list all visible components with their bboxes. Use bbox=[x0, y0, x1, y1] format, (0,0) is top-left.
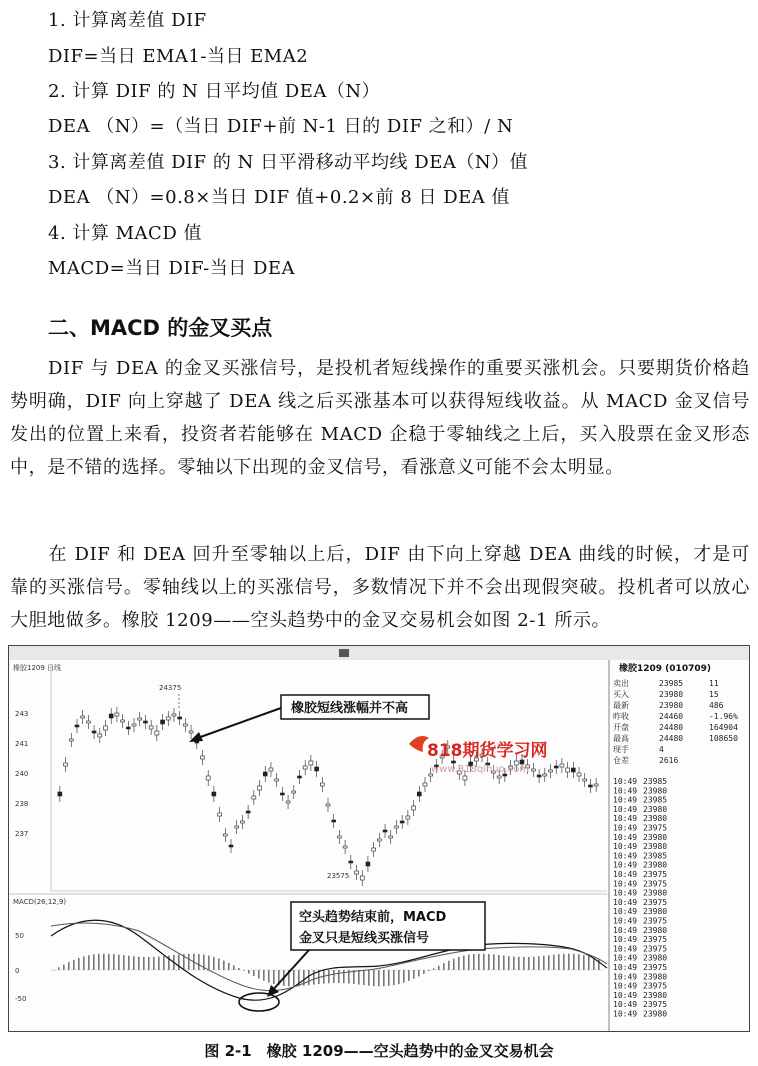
candle-body bbox=[372, 848, 376, 851]
tick-time: 10:49 bbox=[613, 879, 638, 889]
macd-bar bbox=[358, 970, 360, 985]
macd-bar bbox=[128, 956, 130, 970]
formula-line-5: 3. 计算离差值 DIF 的 N 日平滑移动平均线 DEA（N）值 bbox=[48, 152, 529, 173]
macd-bar bbox=[538, 956, 540, 970]
candle-body bbox=[577, 773, 581, 776]
tick-price: 23985 bbox=[643, 795, 668, 805]
macd-bar bbox=[328, 970, 330, 983]
candle-body bbox=[263, 772, 267, 776]
macd-bar bbox=[268, 970, 270, 983]
macd-bar bbox=[53, 970, 55, 971]
macd-bar bbox=[68, 962, 70, 970]
macd-bar bbox=[243, 970, 245, 971]
candle-body bbox=[58, 792, 62, 796]
tick-price: 23975 bbox=[643, 879, 668, 889]
candle-body bbox=[240, 821, 244, 823]
figure-chart bbox=[8, 645, 750, 1032]
macd-bar bbox=[118, 955, 120, 970]
candle-body bbox=[92, 731, 96, 733]
candle-body bbox=[235, 826, 239, 828]
candle-body bbox=[337, 836, 341, 838]
panel-title: 橡胶1209 (010709) bbox=[619, 664, 711, 674]
macd-bar bbox=[73, 960, 75, 970]
macd-bar bbox=[208, 955, 210, 970]
candle-body bbox=[286, 801, 290, 803]
macd-bar bbox=[198, 954, 200, 970]
macd-bar bbox=[338, 970, 340, 983]
macd-bar bbox=[158, 957, 160, 970]
candle-body bbox=[349, 861, 353, 863]
tick-time: 10:49 bbox=[613, 916, 638, 926]
quote-cell: 23980 bbox=[659, 690, 684, 699]
macd-bar bbox=[403, 970, 405, 983]
tick-time: 10:49 bbox=[613, 851, 638, 861]
macd-bar bbox=[573, 954, 575, 970]
macd-bar bbox=[488, 954, 490, 970]
macd-bar bbox=[503, 956, 505, 970]
candle-body bbox=[183, 724, 187, 726]
candle-body bbox=[383, 830, 387, 832]
candle-body bbox=[366, 862, 370, 866]
candle-body bbox=[132, 724, 136, 726]
candle-body bbox=[554, 766, 558, 768]
y-tick: 243 bbox=[15, 710, 29, 718]
macd-bar bbox=[493, 954, 495, 970]
callout-top-text: 橡胶短线涨幅并不高 bbox=[291, 701, 409, 716]
candle-body bbox=[269, 768, 273, 771]
candle-body bbox=[389, 836, 393, 838]
macd-bar bbox=[468, 955, 470, 970]
watermark-url: www.818qihuo.com bbox=[431, 764, 530, 775]
macd-bar bbox=[368, 970, 370, 986]
tick-price: 23980 bbox=[643, 953, 668, 963]
macd-bar bbox=[528, 957, 530, 970]
candle-body bbox=[223, 834, 227, 836]
tick-price: 23975 bbox=[643, 944, 668, 954]
tick-price: 23980 bbox=[643, 786, 668, 796]
figure-svg bbox=[9, 646, 749, 1031]
macd-bar bbox=[83, 956, 85, 970]
quote-rows bbox=[613, 678, 738, 765]
macd-bar bbox=[258, 970, 260, 979]
tick-time: 10:49 bbox=[613, 832, 638, 842]
quote-cell: 仓差 bbox=[613, 756, 629, 765]
macd-bar bbox=[383, 970, 385, 986]
macd-bar bbox=[88, 955, 90, 970]
candle-body bbox=[452, 761, 456, 763]
quote-cell: 24480 bbox=[659, 734, 684, 743]
quote-cell: 24460 bbox=[659, 712, 684, 721]
candle-body bbox=[309, 761, 313, 765]
candle-body bbox=[343, 846, 347, 848]
tick-time: 10:49 bbox=[613, 925, 638, 935]
candle-body bbox=[531, 769, 535, 771]
macd-bar bbox=[343, 970, 345, 983]
quote-cell: 买入 bbox=[613, 690, 629, 699]
quote-cell: 23985 bbox=[659, 679, 684, 688]
quote-cell: 最新 bbox=[613, 701, 629, 710]
macd-bar bbox=[458, 957, 460, 970]
quote-cell: 108650 bbox=[709, 734, 738, 743]
candle-body bbox=[320, 783, 324, 786]
quote-cell: 4 bbox=[659, 745, 664, 754]
candle-body bbox=[297, 776, 301, 778]
macd-bar bbox=[333, 970, 335, 983]
tick-price: 23980 bbox=[643, 925, 668, 935]
figure-caption: 图 2-1 橡胶 1209——空头趋势中的金叉交易机会 bbox=[204, 1042, 554, 1060]
macd-bar bbox=[508, 956, 510, 970]
macd-bar bbox=[263, 970, 265, 981]
tick-list bbox=[613, 777, 667, 1019]
macd-bar bbox=[353, 970, 355, 984]
macd-bar bbox=[108, 954, 110, 970]
macd-bar bbox=[178, 954, 180, 970]
candle-body bbox=[178, 717, 182, 719]
candle-body bbox=[149, 726, 153, 729]
candle-body bbox=[543, 774, 547, 776]
candle-body bbox=[138, 718, 142, 720]
tick-time: 10:49 bbox=[613, 814, 638, 824]
macd-bar bbox=[238, 968, 240, 970]
callout-bottom-line2: 金叉只是短线买涨信号 bbox=[299, 931, 430, 946]
y-tick: 237 bbox=[15, 830, 29, 838]
candle-body bbox=[292, 791, 296, 793]
macd-bar bbox=[253, 970, 255, 976]
macd-bar bbox=[58, 967, 60, 970]
tick-price: 23980 bbox=[643, 860, 668, 870]
tick-time: 10:49 bbox=[613, 963, 638, 972]
candle-body bbox=[126, 727, 130, 729]
macd-histogram bbox=[53, 954, 600, 987]
macd-bar bbox=[473, 954, 475, 970]
tick-price: 23980 bbox=[643, 842, 668, 852]
tick-time: 10:49 bbox=[613, 823, 638, 833]
candles-group bbox=[58, 707, 598, 886]
candle-body bbox=[143, 721, 147, 723]
quote-cell: 24480 bbox=[659, 723, 684, 732]
low-label: 23575 bbox=[327, 872, 350, 880]
candle-body bbox=[377, 839, 381, 841]
candle-body bbox=[394, 826, 398, 828]
candle-body bbox=[537, 775, 541, 777]
macd-bar bbox=[103, 954, 105, 970]
tick-price: 23980 bbox=[643, 804, 668, 814]
candle-body bbox=[98, 734, 102, 737]
tick-time: 10:49 bbox=[613, 990, 638, 1000]
macd-bar bbox=[123, 955, 125, 970]
quote-cell: 486 bbox=[709, 701, 724, 710]
macd-bar bbox=[453, 959, 455, 970]
macd-bar bbox=[163, 956, 165, 970]
candle-body bbox=[571, 768, 575, 772]
tick-price: 23980 bbox=[643, 814, 668, 824]
quote-cell: 昨收 bbox=[613, 712, 629, 721]
candle-body bbox=[566, 768, 570, 772]
quote-panel bbox=[609, 660, 738, 1031]
macd-tick: -50 bbox=[15, 995, 27, 1003]
candle-body bbox=[252, 796, 256, 799]
tick-price: 23975 bbox=[643, 916, 668, 926]
macd-bar bbox=[568, 954, 570, 970]
macd-bar bbox=[478, 954, 480, 970]
tick-time: 10:49 bbox=[613, 1009, 638, 1019]
macd-bar bbox=[393, 970, 395, 985]
tick-price: 23980 bbox=[643, 888, 668, 898]
macd-bar bbox=[98, 954, 100, 970]
macd-bar bbox=[543, 956, 545, 970]
candle-body bbox=[246, 811, 250, 813]
macd-bar bbox=[583, 955, 585, 970]
tick-price: 23985 bbox=[643, 851, 668, 861]
macd-bar bbox=[378, 970, 380, 986]
quote-cell: 23980 bbox=[659, 701, 684, 710]
candle-body bbox=[583, 779, 587, 781]
tick-time: 10:49 bbox=[613, 795, 638, 805]
watermark-brand: 818期货学习网 bbox=[427, 741, 548, 761]
candle-body bbox=[275, 779, 279, 781]
macd-bar bbox=[553, 955, 555, 970]
macd-bar bbox=[433, 968, 435, 970]
formula-line-7: 4. 计算 MACD 值 bbox=[48, 223, 202, 244]
candle-body bbox=[206, 776, 210, 780]
candle-body bbox=[417, 792, 421, 796]
tick-price: 23975 bbox=[643, 823, 668, 833]
macd-bar bbox=[518, 957, 520, 970]
macd-bar bbox=[463, 956, 465, 970]
macd-bar bbox=[113, 954, 115, 970]
tick-price: 23980 bbox=[643, 990, 668, 1000]
macd-bar bbox=[248, 970, 250, 974]
macd-tick: 0 bbox=[15, 967, 20, 975]
candle-body bbox=[423, 783, 427, 786]
macd-bar bbox=[498, 955, 500, 970]
candle-body bbox=[332, 820, 336, 822]
candle-body bbox=[463, 776, 467, 780]
macd-bar bbox=[363, 970, 365, 985]
candle-body bbox=[81, 716, 85, 718]
candle-body bbox=[166, 717, 170, 720]
tick-price: 23975 bbox=[643, 870, 668, 879]
candle-body bbox=[549, 770, 553, 772]
tick-time: 10:49 bbox=[613, 860, 638, 870]
macd-bar bbox=[373, 970, 375, 986]
tick-time: 10:49 bbox=[613, 1000, 638, 1010]
macd-bar bbox=[398, 970, 400, 984]
tick-time: 10:49 bbox=[613, 804, 638, 814]
macd-bar bbox=[513, 957, 515, 970]
paragraph-1 bbox=[10, 352, 750, 484]
candle-body bbox=[64, 763, 68, 766]
tick-price: 23985 bbox=[643, 777, 668, 786]
macd-bar bbox=[218, 959, 220, 970]
macd-bar bbox=[418, 970, 420, 976]
formula-line-6: DEA （N）=0.8×当日 DIF 值+0.2×前 8 日 DEA 值 bbox=[48, 187, 511, 208]
window-control-icon bbox=[339, 649, 349, 657]
paragraph-2-text: 在 DIF 和 DEA 回升至零轴以上后，DIF 由下向上穿越 DEA 曲线的时候，才是可靠的买涨信号。零轴线以上的买涨信号，多数情况下并不会出现假突破。投机者可以放心大胆地做多。橡胶 1209——空头趋势中的金叉交易机会如图 2-1 所示。 bbox=[10, 544, 750, 631]
candle-body bbox=[303, 766, 307, 769]
tick-time: 10:49 bbox=[613, 907, 638, 917]
candle-body bbox=[75, 725, 79, 727]
formula-line-3: 2. 计算 DIF 的 N 日平均值 DEA（N） bbox=[48, 81, 381, 102]
tick-time: 10:49 bbox=[613, 935, 638, 945]
candle-body bbox=[400, 821, 404, 823]
macd-bar bbox=[313, 970, 315, 985]
macd-bar bbox=[78, 958, 80, 970]
formula-line-1: 1. 计算离差值 DIF bbox=[48, 10, 207, 31]
tick-time: 10:49 bbox=[613, 888, 638, 898]
macd-bar bbox=[138, 957, 140, 970]
macd-bar bbox=[143, 957, 145, 970]
macd-bar bbox=[483, 954, 485, 970]
tick-time: 10:49 bbox=[613, 777, 638, 786]
candle-body bbox=[588, 785, 592, 787]
candle-body bbox=[161, 720, 165, 724]
macd-bar bbox=[443, 963, 445, 970]
macd-bar bbox=[153, 957, 155, 970]
macd-bar bbox=[438, 966, 440, 970]
candle-body bbox=[326, 804, 330, 806]
callout-top bbox=[189, 695, 429, 742]
macd-bar bbox=[188, 954, 190, 970]
candle-body bbox=[315, 767, 319, 771]
candle-body bbox=[229, 845, 233, 847]
quote-cell: -1.96% bbox=[709, 712, 738, 721]
tick-price: 23980 bbox=[643, 1009, 668, 1019]
paragraph-2 bbox=[10, 538, 750, 637]
tick-time: 10:49 bbox=[613, 981, 638, 991]
tick-time: 10:49 bbox=[613, 842, 638, 852]
macd-bar bbox=[213, 957, 215, 970]
tick-price: 23980 bbox=[643, 972, 668, 982]
macd-label: MACD(26,12,9) bbox=[13, 898, 67, 906]
candle-body bbox=[212, 792, 216, 796]
macd-bar bbox=[293, 970, 295, 986]
section-heading: 二、MACD 的金叉买点 bbox=[48, 316, 273, 340]
tick-price: 23975 bbox=[643, 897, 668, 907]
candle-body bbox=[560, 764, 564, 767]
tick-time: 10:49 bbox=[613, 953, 638, 963]
macd-bar bbox=[448, 961, 450, 970]
quote-cell: 164904 bbox=[709, 723, 738, 732]
macd-bar bbox=[428, 970, 430, 971]
candle-body bbox=[155, 731, 159, 735]
macd-bar bbox=[413, 970, 415, 979]
candle-body bbox=[103, 726, 107, 730]
tick-time: 10:49 bbox=[613, 870, 638, 879]
candle-body bbox=[355, 871, 359, 874]
candle-body bbox=[412, 806, 416, 810]
tick-price: 23980 bbox=[643, 832, 668, 842]
macd-bar bbox=[228, 963, 230, 970]
candle-body bbox=[360, 876, 364, 880]
chart-title-left: 橡胶1209 日线 bbox=[13, 664, 62, 672]
quote-cell: 2616 bbox=[659, 756, 679, 765]
macd-bar bbox=[93, 954, 95, 970]
macd-bar bbox=[408, 970, 410, 981]
tick-price: 23975 bbox=[643, 935, 668, 945]
formula-line-2: DIF=当日 EMA1-当日 EMA2 bbox=[48, 46, 309, 67]
macd-bar bbox=[63, 965, 65, 970]
watermark bbox=[409, 736, 548, 775]
candle-body bbox=[218, 813, 222, 816]
callout-bottom-line1: 空头趋势结束前，MACD bbox=[299, 910, 447, 925]
macd-bar bbox=[548, 955, 550, 970]
macd-tick: 50 bbox=[15, 932, 24, 940]
macd-bar bbox=[223, 961, 225, 970]
macd-bar bbox=[308, 970, 310, 985]
candle-body bbox=[200, 756, 204, 759]
tick-price: 23975 bbox=[643, 981, 668, 991]
tick-price: 23980 bbox=[643, 907, 668, 917]
formula-line-8: MACD=当日 DIF-当日 DEA bbox=[48, 258, 296, 279]
macd-bar bbox=[273, 970, 275, 984]
tick-time: 10:49 bbox=[613, 897, 638, 907]
macd-bar bbox=[578, 954, 580, 970]
y-tick: 240 bbox=[15, 770, 29, 778]
candle-body bbox=[594, 784, 598, 786]
candle-body bbox=[69, 739, 73, 741]
macd-bar bbox=[133, 956, 135, 970]
quote-cell: 11 bbox=[709, 679, 719, 688]
candle-body bbox=[280, 793, 284, 795]
candle-body bbox=[406, 816, 410, 819]
tick-price: 23975 bbox=[643, 963, 668, 972]
macd-bar bbox=[423, 970, 425, 974]
macd-bar bbox=[558, 954, 560, 970]
candle-body bbox=[258, 786, 262, 790]
macd-bar bbox=[533, 957, 535, 970]
quote-cell: 卖出 bbox=[613, 679, 629, 688]
macd-bar bbox=[148, 957, 150, 970]
macd-bar bbox=[233, 965, 235, 970]
golden-cross-circle bbox=[239, 993, 279, 1011]
watermark-logo-icon bbox=[409, 736, 429, 752]
quote-cell: 15 bbox=[709, 690, 719, 699]
tick-time: 10:49 bbox=[613, 972, 638, 982]
quote-cell: 最高 bbox=[613, 734, 629, 743]
paragraph-1-text: DIF 与 DEA 的金叉买涨信号，是投机者短线操作的重要买涨机会。只要期货价格趋势明确，DIF 向上穿越了 DEA 线之后买涨基本可以获得短线收益。从 MACD 金叉信号发出的位置上来看，投资者若能够在 MACD 企稳于零轴线之上后，买入股票在金叉形态中，是不错的选择。零轴以下出现的金叉信号，看涨意义可能不会太明显。 bbox=[10, 358, 750, 478]
quote-cell: 开盘 bbox=[613, 723, 629, 732]
macd-bar bbox=[388, 970, 390, 986]
candle-body bbox=[86, 721, 90, 723]
title-bar bbox=[9, 646, 749, 660]
candle-body bbox=[172, 714, 176, 716]
tick-time: 10:49 bbox=[613, 786, 638, 796]
tick-time: 10:49 bbox=[613, 944, 638, 954]
y-tick: 238 bbox=[15, 800, 29, 808]
candle-body bbox=[497, 776, 501, 778]
high-label: 24375 bbox=[159, 684, 182, 692]
macd-bar bbox=[563, 954, 565, 970]
macd-bar bbox=[523, 957, 525, 970]
y-tick: 241 bbox=[15, 740, 29, 748]
tick-price: 23975 bbox=[643, 1000, 668, 1010]
candle-body bbox=[189, 731, 193, 733]
macd-bar bbox=[588, 956, 590, 970]
macd-bar bbox=[593, 958, 595, 970]
formula-line-4: DEA （N）=（当日 DIF+前 N-1 日的 DIF 之和）/ N bbox=[48, 116, 514, 137]
candle-body bbox=[115, 713, 119, 716]
candle-body bbox=[121, 720, 125, 722]
quote-cell: 现手 bbox=[613, 745, 629, 754]
candle-body bbox=[109, 714, 113, 718]
